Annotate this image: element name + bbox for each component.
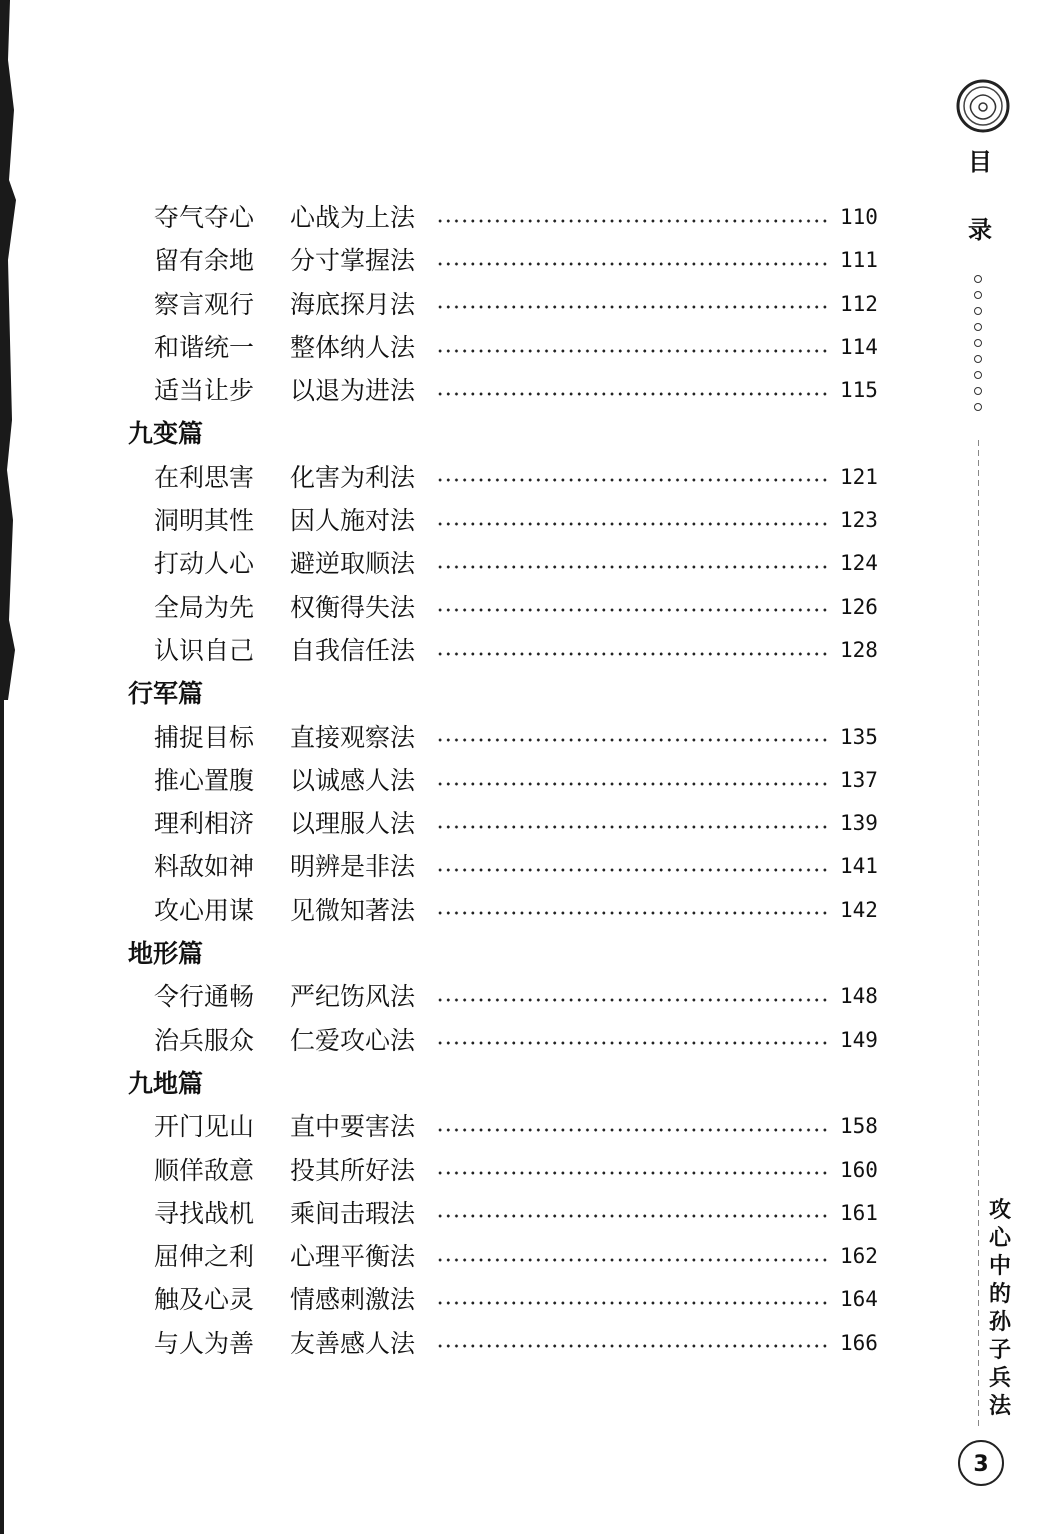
toc-entry xyxy=(128,802,888,845)
toc-entry xyxy=(128,326,888,369)
dot-leader xyxy=(436,262,830,266)
entry-page-number: 115 xyxy=(840,378,878,403)
dot-leader xyxy=(436,522,830,526)
dot-leader xyxy=(436,608,830,612)
toc-entry xyxy=(128,845,888,888)
entry-topic: 打动人心 xyxy=(154,549,255,579)
toc-entry xyxy=(128,1278,888,1321)
dot-leader xyxy=(436,305,830,309)
toc-entry xyxy=(128,889,888,932)
entry-topic: 留有余地 xyxy=(154,246,255,276)
dot-leader xyxy=(436,565,830,569)
entry-topic: 洞明其性 xyxy=(154,506,255,536)
entry-topic: 与人为善 xyxy=(154,1328,255,1358)
entry-page-number: 162 xyxy=(840,1244,878,1269)
dot-leader xyxy=(436,911,830,915)
dot-leader xyxy=(436,1214,830,1218)
entry-page-number: 139 xyxy=(840,811,878,836)
entry-topic: 屈伸之利 xyxy=(154,1242,255,1272)
toc-entry xyxy=(128,586,888,629)
entry-page-number: 149 xyxy=(840,1027,878,1052)
dot-leader xyxy=(436,1128,830,1132)
entry-topic: 顺佯敌意 xyxy=(154,1155,255,1185)
dot-leader xyxy=(436,478,830,482)
toc-entry xyxy=(128,1322,888,1365)
entry-topic: 触及心灵 xyxy=(154,1285,255,1315)
entry-page-number: 126 xyxy=(840,594,878,619)
entry-method: 整体纳人法 xyxy=(290,332,416,362)
toc-entry xyxy=(128,369,888,412)
entry-method: 投其所好法 xyxy=(290,1155,416,1185)
seal-ornament-icon xyxy=(955,78,1011,134)
entry-page-number: 111 xyxy=(840,248,878,273)
toc-entry xyxy=(128,716,888,759)
entry-topic: 推心置腹 xyxy=(154,765,255,795)
entry-method: 仁爱攻心法 xyxy=(290,1025,416,1055)
entry-method: 乘间击瑕法 xyxy=(290,1198,416,1228)
toc-heading-lu: 录 xyxy=(968,215,992,244)
entry-method: 以退为进法 xyxy=(290,376,416,406)
dot-leader xyxy=(436,782,830,786)
toc-entry xyxy=(128,542,888,585)
dot-leader xyxy=(436,868,830,872)
toc-entry xyxy=(128,239,888,282)
entry-method: 友善感人法 xyxy=(290,1328,416,1358)
toc-section-title: 地形篇 xyxy=(128,939,204,969)
entry-method: 心战为上法 xyxy=(290,203,416,232)
entry-method: 以诚感人法 xyxy=(290,765,416,795)
dot-leader xyxy=(436,1171,830,1175)
entry-method: 避逆取顺法 xyxy=(290,549,416,579)
entry-page-number: 114 xyxy=(840,334,878,359)
entry-topic: 全局为先 xyxy=(154,592,255,622)
dot-leader xyxy=(436,219,830,223)
entry-method: 以理服人法 xyxy=(290,809,416,839)
entry-page-number: 160 xyxy=(840,1157,878,1182)
page-number: 3 xyxy=(958,1440,1004,1486)
dot-leader xyxy=(436,349,830,353)
entry-topic: 料敌如神 xyxy=(154,852,255,882)
dot-leader xyxy=(436,1344,830,1348)
entry-page-number: 164 xyxy=(840,1287,878,1312)
dot-leader xyxy=(436,738,830,742)
entry-page-number: 124 xyxy=(840,551,878,576)
entry-topic: 认识自己 xyxy=(154,635,255,665)
toc-entry xyxy=(128,499,888,542)
entry-method: 见微知著法 xyxy=(290,895,416,925)
toc-entry xyxy=(128,1105,888,1148)
scan-edge-shadow xyxy=(0,0,20,1534)
toc-heading-mu: 目 xyxy=(968,147,992,176)
entry-method: 海底探月法 xyxy=(290,289,416,319)
entry-method: 分寸掌握法 xyxy=(290,246,416,276)
toc-entry xyxy=(128,1192,888,1235)
toc-entry xyxy=(128,1149,888,1192)
entry-page-number: 158 xyxy=(840,1114,878,1139)
entry-topic: 捕捉目标 xyxy=(154,722,255,752)
toc-entry xyxy=(128,196,888,239)
entry-topic: 开门见山 xyxy=(154,1112,255,1142)
entry-method: 化害为利法 xyxy=(290,462,416,492)
entry-method: 心理平衡法 xyxy=(290,1242,416,1272)
entry-page-number: 148 xyxy=(840,984,878,1009)
entry-topic: 适当让步 xyxy=(154,376,255,406)
entry-method: 权衡得失法 xyxy=(290,592,416,622)
entry-page-number: 161 xyxy=(840,1200,878,1225)
dot-leader xyxy=(436,1041,830,1045)
toc-section-title: 九地篇 xyxy=(128,1068,204,1098)
entry-topic: 夺气夺心 xyxy=(154,203,255,232)
entry-page-number: 112 xyxy=(840,291,878,316)
entry-page-number: 141 xyxy=(840,854,878,879)
toc-entry xyxy=(128,283,888,326)
toc-entry xyxy=(128,456,888,499)
entry-method: 直接观察法 xyxy=(290,722,416,752)
toc-entry xyxy=(128,629,888,672)
entry-method: 因人施对法 xyxy=(290,506,416,536)
dot-leader xyxy=(436,1258,830,1262)
toc-entry xyxy=(128,759,888,802)
toc-section-title: 行军篇 xyxy=(128,679,204,709)
dot-leader xyxy=(436,825,830,829)
entry-topic: 察言观行 xyxy=(154,289,255,319)
table-of-contents xyxy=(128,196,888,1365)
entry-page-number: 110 xyxy=(840,205,878,229)
entry-method: 自我信任法 xyxy=(290,635,416,665)
toc-entry xyxy=(128,1235,888,1278)
entry-page-number: 142 xyxy=(840,897,878,922)
toc-entry xyxy=(128,975,888,1018)
entry-topic: 寻找战机 xyxy=(154,1198,255,1228)
book-title-vertical: 攻 心 中 的 孙 子 兵 法 xyxy=(986,1196,1014,1420)
entry-page-number: 123 xyxy=(840,508,878,533)
entry-page-number: 137 xyxy=(840,767,878,792)
entry-page-number: 121 xyxy=(840,464,878,489)
margin-divider xyxy=(978,440,979,1430)
entry-page-number: 135 xyxy=(840,724,878,749)
dot-leader xyxy=(436,652,830,656)
dot-leader xyxy=(436,392,830,396)
entry-topic: 在利思害 xyxy=(154,462,255,492)
entry-topic: 理利相济 xyxy=(154,809,255,839)
toc-section-title: 九变篇 xyxy=(128,419,204,449)
entry-topic: 攻心用谋 xyxy=(154,895,255,925)
entry-method: 明辨是非法 xyxy=(290,852,416,882)
entry-topic: 和谐统一 xyxy=(154,332,255,362)
toc-entry xyxy=(128,1019,888,1062)
entry-method: 情感刺激法 xyxy=(290,1285,416,1315)
entry-method: 直中要害法 xyxy=(290,1112,416,1142)
entry-page-number: 166 xyxy=(840,1330,878,1355)
decorative-dot-column xyxy=(974,275,982,419)
entry-topic: 令行通畅 xyxy=(154,982,255,1012)
entry-method: 严纪饬风法 xyxy=(290,982,416,1012)
dot-leader xyxy=(436,998,830,1002)
entry-topic: 治兵服众 xyxy=(154,1025,255,1055)
dot-leader xyxy=(436,1301,830,1305)
entry-page-number: 128 xyxy=(840,637,878,662)
